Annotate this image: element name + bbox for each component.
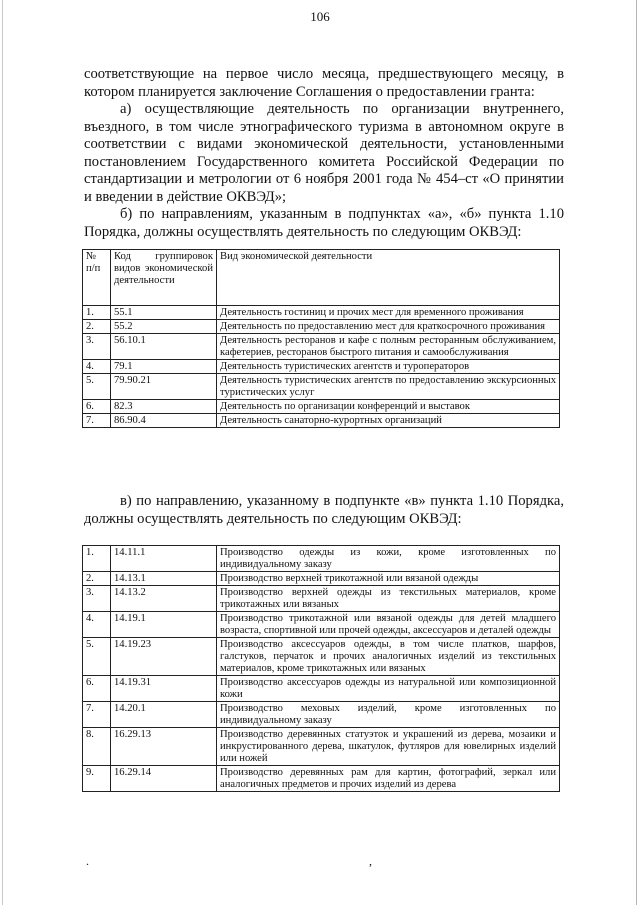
- scan-edge-left: [2, 0, 3, 905]
- table-row: [83, 702, 560, 728]
- activity-description: Производство аксессуаров одежды из натуральной или композиционной кожи: [217, 676, 560, 702]
- activity-description: Деятельность по предоставлению мест для краткосрочного проживания: [217, 320, 560, 334]
- activity-description: Производство деревянных статуэток и украшений из дерева, мозаики и инкрустированного дерева, шкатулок, футляров для ювелирных изделий или ножей: [217, 728, 560, 766]
- table-header-row: [83, 250, 560, 306]
- row-number: 6.: [83, 400, 111, 414]
- activity-description: Деятельность гостиниц и прочих мест для временного проживания: [217, 306, 560, 320]
- row-number: 4.: [83, 360, 111, 374]
- row-number: 8.: [83, 728, 111, 766]
- table-row: [83, 320, 560, 334]
- activity-description: Производство верхней одежды из текстильных материалов, кроме трикотажных или вязаных: [217, 586, 560, 612]
- activity-description: Производство аксессуаров одежды, в том числе платков, шарфов, галстуков, перчаток и прочих аналогичных изделий из текстильных материалов, кроме трикотажных или вязаных: [217, 638, 560, 676]
- table-row: [83, 766, 560, 792]
- table-row: [83, 306, 560, 320]
- table-row: [83, 612, 560, 638]
- okved-code: 14.19.1: [111, 612, 217, 638]
- activity-description: Производство одежды из кожи, кроме изготовленных по индивидуальному заказу: [217, 546, 560, 572]
- paragraph-a: а) осуществляющие деятельность по организации внутреннего, въездного, в том числе этнографического туризма в автономном округе в соответствии с видами экономической деятельности, установленными постановлением Государственного комитета Российской Федерации по стандартизации и метрологии от 6 ноября 2001 года № 454–ст «О принятии и введении в действие ОКВЭД»;: [84, 101, 564, 205]
- okved-table-1: [82, 249, 560, 428]
- okved-code: 14.13.2: [111, 586, 217, 612]
- row-number: 6.: [83, 676, 111, 702]
- activity-description: Производство трикотажной или вязаной одежды для детей младшего возраста, спортивной или прочей одежды, аксессуаров и деталей одежды: [217, 612, 560, 638]
- scan-speck-right: ,: [369, 854, 372, 868]
- okved-code: 14.13.1: [111, 572, 217, 586]
- okved-code: 14.19.23: [111, 638, 217, 676]
- table-row: [83, 360, 560, 374]
- activity-description: Деятельность ресторанов и кафе с полным ресторанным обслуживанием, кафетериев, ресторанов быстрого питания и самообслуживания: [217, 334, 560, 360]
- row-number: 1.: [83, 546, 111, 572]
- okved-code: 79.1: [111, 360, 217, 374]
- row-number: 1.: [83, 306, 111, 320]
- row-number: 4.: [83, 612, 111, 638]
- okved-code: 16.29.13: [111, 728, 217, 766]
- row-number: 7.: [83, 414, 111, 428]
- table-row: [83, 586, 560, 612]
- activity-description: Деятельность туристических агентств и туроператоров: [217, 360, 560, 374]
- activity-description: Деятельность туристических агентств по предоставлению экскурсионных туристических услуг: [217, 374, 560, 400]
- row-number: 9.: [83, 766, 111, 792]
- okved-code: 55.2: [111, 320, 217, 334]
- activity-description: Производство верхней трикотажной или вязаной одежды: [217, 572, 560, 586]
- table-row: [83, 676, 560, 702]
- row-number: 7.: [83, 702, 111, 728]
- paragraph-continuation: соответствующие на первое число месяца, предшествующего месяцу, в котором планируется заключение Соглашения о предоставлении гранта:: [84, 66, 564, 100]
- header-num: № п/п: [83, 250, 111, 306]
- paragraph-v: в) по направлению, указанному в подпункте «в» пункта 1.10 Порядка, должны осуществлять деятельность по следующим ОКВЭД:: [84, 493, 564, 527]
- okved-code: 82.3: [111, 400, 217, 414]
- activity-description: Производство деревянных рам для картин, фотографий, зеркал или аналогичных предметов и прочих изделий из дерева: [217, 766, 560, 792]
- scan-edge-right: [636, 0, 637, 905]
- table-row: [83, 728, 560, 766]
- okved-code: 14.11.1: [111, 546, 217, 572]
- table-row: [83, 374, 560, 400]
- row-number: 3.: [83, 334, 111, 360]
- okved-code: 79.90.21: [111, 374, 217, 400]
- okved-code: 16.29.14: [111, 766, 217, 792]
- okved-code: 14.19.31: [111, 676, 217, 702]
- activity-description: Производство меховых изделий, кроме изготовленных по индивидуальному заказу: [217, 702, 560, 728]
- paragraph-b: б) по направлениям, указанным в подпунктах «а», «б» пункта 1.10 Порядка, должны осуществлять деятельность по следующим ОКВЭД:: [84, 206, 564, 240]
- okved-code: 86.90.4: [111, 414, 217, 428]
- okved-code: 56.10.1: [111, 334, 217, 360]
- table-row: [83, 334, 560, 360]
- row-number: 5.: [83, 374, 111, 400]
- table-row: [83, 546, 560, 572]
- activity-description: Деятельность санаторно-курортных организаций: [217, 414, 560, 428]
- table-row: [83, 572, 560, 586]
- table-row: [83, 400, 560, 414]
- table-row: [83, 414, 560, 428]
- activity-description: Деятельность по организации конференций и выставок: [217, 400, 560, 414]
- row-number: 2.: [83, 320, 111, 334]
- row-number: 2.: [83, 572, 111, 586]
- okved-code: 14.20.1: [111, 702, 217, 728]
- okved-code: 55.1: [111, 306, 217, 320]
- header-activity: Вид экономической деятельности: [217, 250, 560, 306]
- table-row: [83, 638, 560, 676]
- page-number: 106: [310, 9, 330, 24]
- okved-table-2: [82, 545, 560, 792]
- row-number: 3.: [83, 586, 111, 612]
- header-code: Код группировок видов экономической деятельности: [111, 250, 217, 306]
- scan-speck-left: .: [86, 854, 89, 868]
- row-number: 5.: [83, 638, 111, 676]
